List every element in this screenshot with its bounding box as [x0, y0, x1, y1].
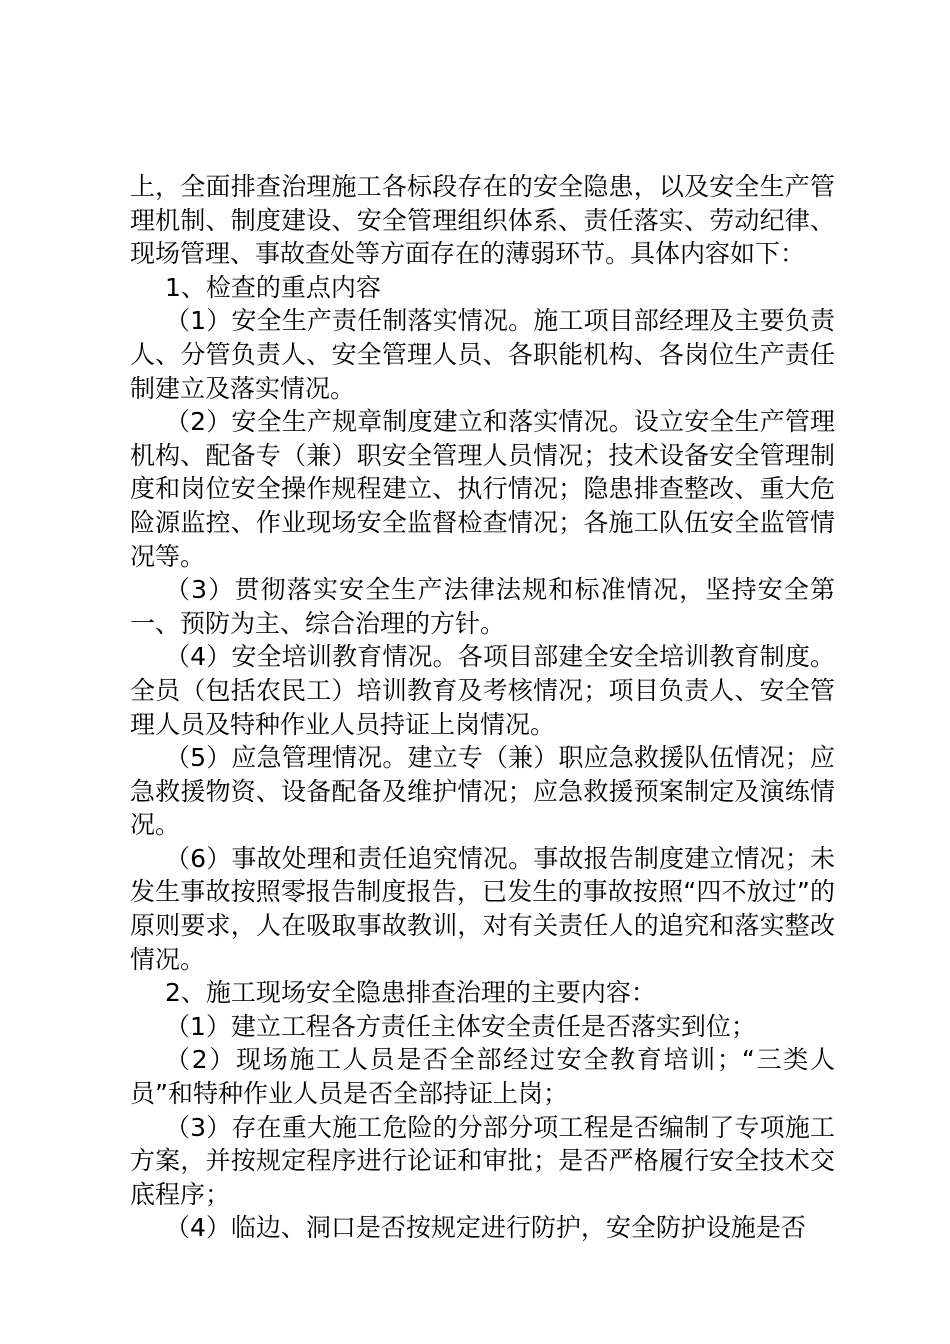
paragraph-intro: 上，全面排查治理施工各标段存在的安全隐患，以及安全生产管理机制、制度建设、安全管理组织体系、责任落实、劳动纪律、现场管理、事故查处等方面存在的薄弱环节。具体内容如下：: [130, 172, 835, 269]
section-heading-1: 1、检查的重点内容: [165, 272, 381, 302]
paragraph-item-1-1: （1）安全生产责任制落实情况。施工项目部经理及主要负责人、分管负责人、安全管理人员、各职能机构、各岗位生产责任制建立及落实情况。: [130, 306, 835, 403]
section-heading-2: 2、施工现场安全隐患排查治理的主要内容：: [165, 978, 656, 1008]
paragraph-item-1-6: （6）事故处理和责任追究情况。事故报告制度建立情况；未发生事故按照零报告制度报告，已发生的事故按照“四不放过”的原则要求，人在吸取事故教训，对有关责任人的追究和落实整改情况。: [130, 843, 835, 974]
paragraph-item-2-2: （2）现场施工人员是否全部经过安全教育培训；“三类人员”和特种作业人员是否全部持证上岗；: [130, 1045, 835, 1109]
paragraph-item-1-5: （5）应急管理情况。建立专（兼）职应急救援队伍情况；应急救援物资、设备配备及维护情况；应急救援预案制定及演练情况。: [130, 743, 835, 840]
document-body: [130, 170, 835, 1245]
paragraph-item-1-2: （2）安全生产规章制度建立和落实情况。设立安全生产管理机构、配备专（兼）职安全管理人员情况；技术设备安全管理制度和岗位安全操作规程建立、执行情况；隐患排查整改、重大危险源监控、作业现场安全监督检查情况；各施工队伍安全监管情况等。: [130, 407, 835, 571]
paragraph-item-2-3: （3）存在重大施工危险的分部分项工程是否编制了专项施工方案，并按规定程序进行论证和审批；是否严格履行安全技术交底程序；: [130, 1112, 835, 1209]
paragraph-item-1-3: （3）贯彻落实安全生产法律法规和标准情况，坚持安全第一、预防为主、综合治理的方针。: [130, 575, 835, 638]
paragraph-item-2-4: （4）临边、洞口是否按规定进行防护，安全防护设施是否: [165, 1213, 806, 1243]
paragraph-item-1-4: （4）安全培训教育情况。各项目部建全安全培训教育制度。全员（包括农民工）培训教育及考核情况；项目负责人、安全管理人员及特种作业人员持证上岗情况。: [130, 642, 835, 739]
paragraph-item-2-1: （1）建立工程各方责任主体安全责任是否落实到位；: [165, 1011, 756, 1041]
